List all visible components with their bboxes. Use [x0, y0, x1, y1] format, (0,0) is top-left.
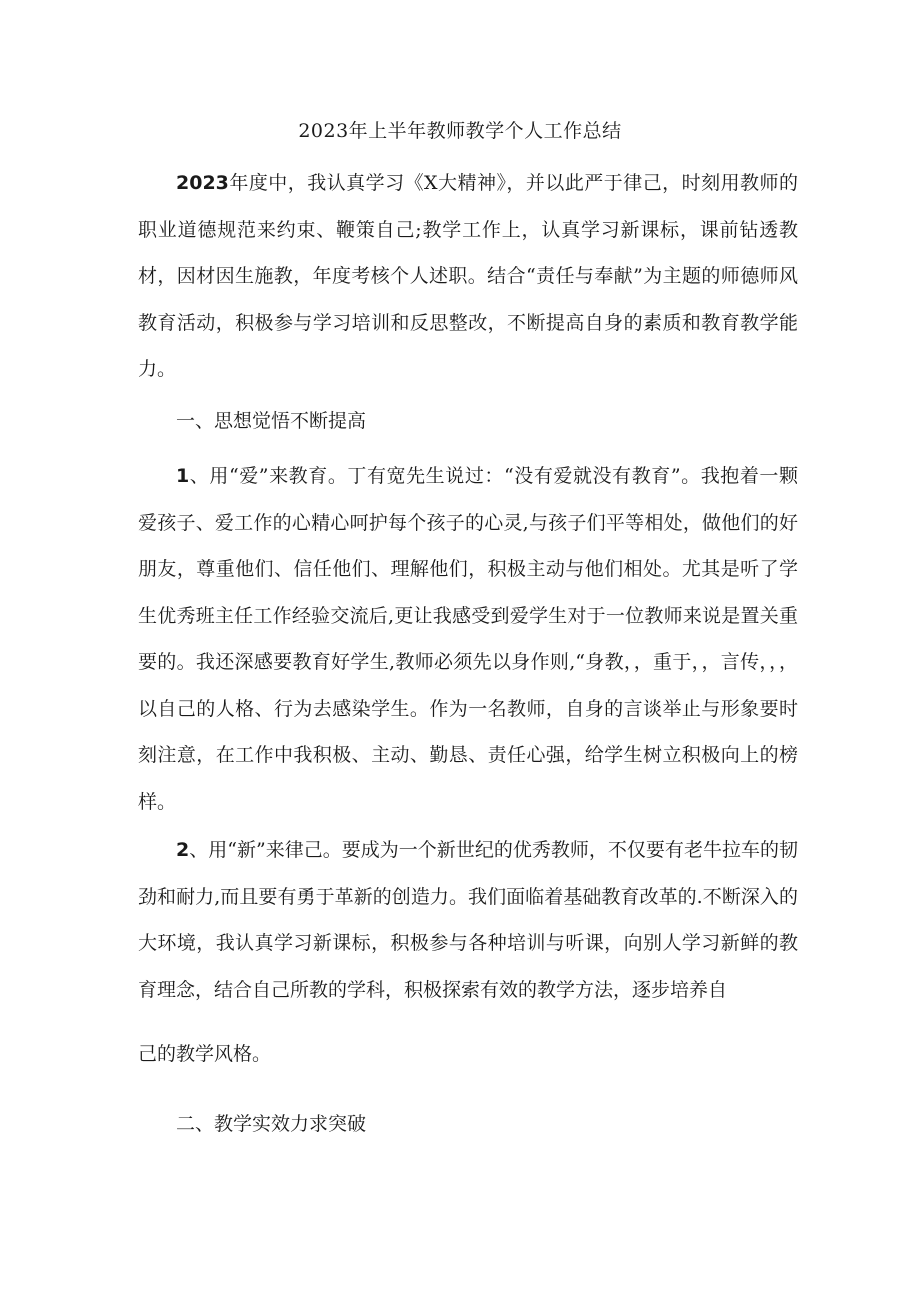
item-2-paragraph: [138, 827, 798, 1013]
intro-text: 年度中，我认真学习《X大精神》，并以此严于律己，时刻用教师的职业道德规范来约束、鞭策自己;教学工作上，认真学习新课标，课前钻透教材，因材因生施教，年度考核个人述职。结合“责任与奉献”为主题的师德师风教育活动，积极参与学习培训和反思整改，不断提高自身的素质和教育教学能力。: [138, 172, 798, 380]
section-heading-1: 一、思想觉悟不断提高: [176, 410, 367, 432]
item-2-text: 、用“新”来律己。要成为一个新世纪的优秀教师，不仅要有老牛拉车的韧劲和耐力,而且要有勇于革新的创造力。我们面临着基础教育改革的.不断深入的大环境，我认真学习新课标，积极参与各种培训与听课，向别人学习新鲜的教育理念，结合自己所教的学科，积极探索有效的教学方法，逐步培养自: [138, 839, 798, 1001]
intro-year: 2023: [176, 172, 229, 194]
item-1-paragraph: [138, 453, 798, 825]
document-title: 2023年上半年教师教学个人工作总结: [298, 120, 622, 142]
intro-paragraph: [138, 160, 798, 393]
item-1-number: 1: [176, 465, 190, 487]
item-1-text: 、用“爱”来教育。丁有宽先生说过：“没有爱就没有教育”。我抱着一颗爱孩子、爱工作的心精心呵护每个孩子的心灵,与孩子们平等相处，做他们的好朋友，尊重他们、信任他们、理解他们，积极主动与他们相处。尤其是听了学生优秀班主任工作经验交流后,更让我感受到爱学生对于一位教师来说是置关重要的。我还深感要教育好学生,教师必须先以身作则,“身教，，重于，，言传，，，以自己的人格、行为去感染学生。作为一名教师，自身的言谈举止与形象要时刻注意，在工作中我积极、主动、勤恳、责任心强，给学生树立积极向上的榜样。: [138, 465, 798, 813]
section-heading-2: 二、教学实效力求突破: [176, 1113, 367, 1135]
item-2-number: 2: [176, 839, 190, 861]
item-2-tail: 己的教学风格。: [138, 1043, 272, 1065]
